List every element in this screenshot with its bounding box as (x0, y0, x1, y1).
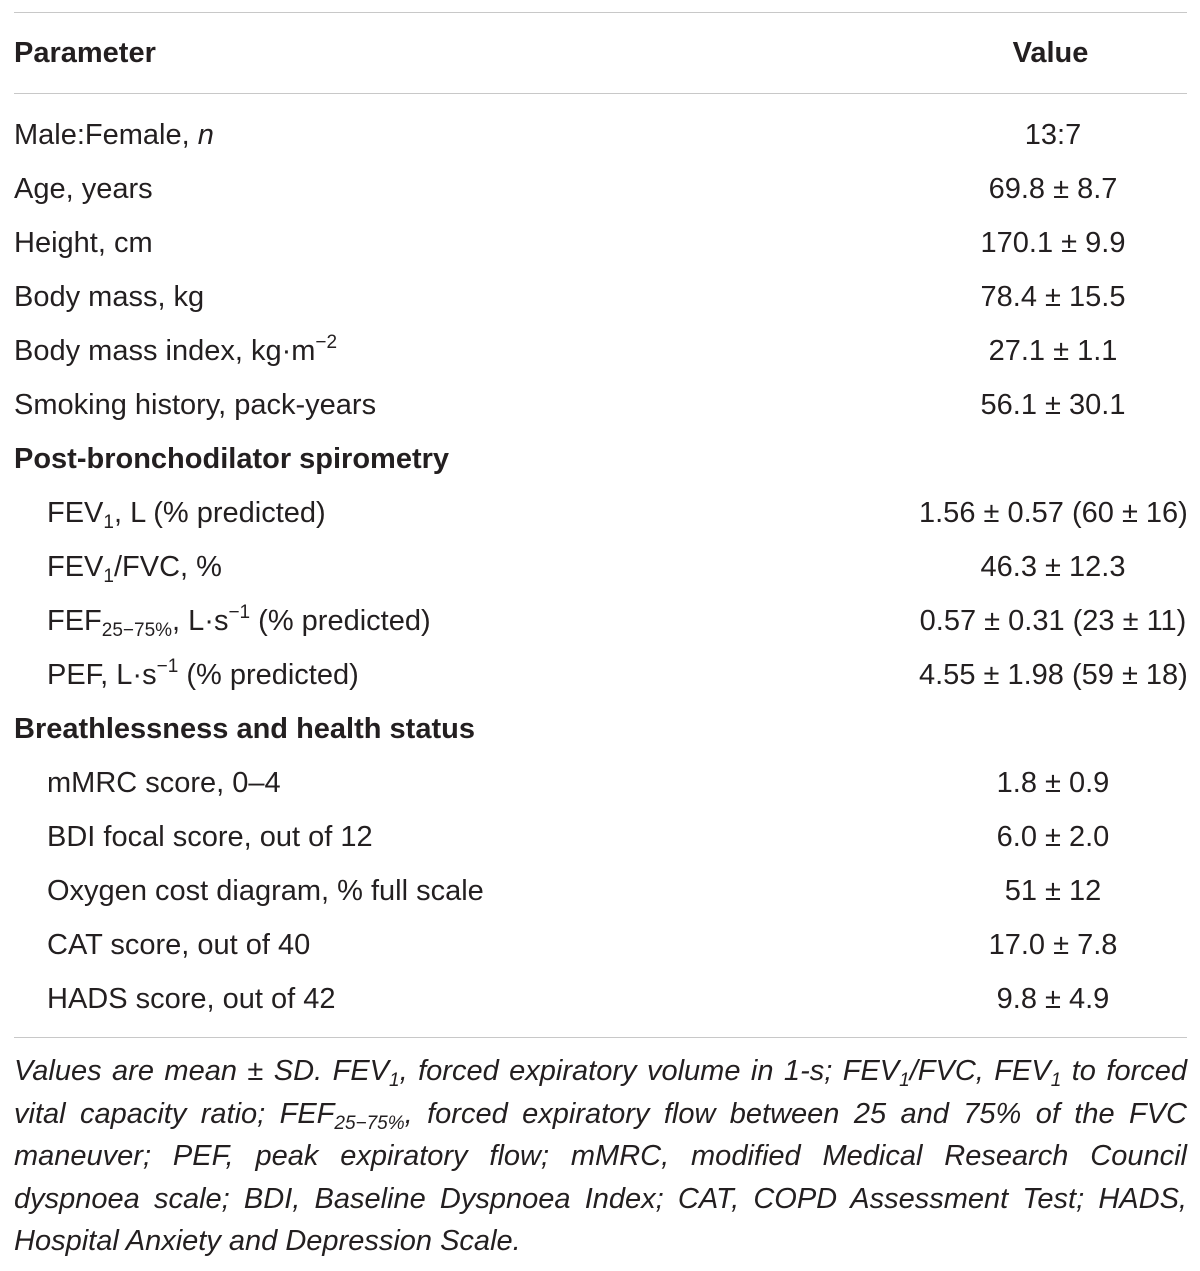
parameter-cell (14, 864, 814, 918)
value-cell: 56.1 ± 30.1 (980, 389, 1126, 421)
value-cell: 51 ± 12 (1004, 875, 1102, 907)
table-row (14, 216, 1187, 270)
parameter-pre: Body mass index, kg·m (14, 335, 316, 367)
parameter-cell (14, 756, 814, 810)
parameter-sup: −1 (228, 602, 251, 623)
table-row (14, 162, 1187, 216)
value-cell: 6.0 ± 2.0 (996, 821, 1110, 853)
parameter-cell (14, 648, 814, 702)
parameter-pre: Oxygen cost diagram, % full scale (47, 875, 484, 907)
table-row (14, 378, 1187, 432)
parameter-pre: Height, cm (14, 227, 153, 259)
parameter-pre: HADS score, out of 42 (47, 983, 336, 1015)
parameter-pre: Male:Female, (14, 119, 198, 151)
table-row (14, 972, 1187, 1026)
section-title: Breathlessness and health status (14, 713, 475, 745)
parameter-mid: , L·s (172, 605, 229, 637)
header-parameter: Parameter (14, 37, 156, 69)
table-row (14, 648, 1187, 702)
parameter-sub: 1 (103, 566, 114, 587)
table-row (14, 810, 1187, 864)
parameter-pre: FEF (47, 605, 102, 637)
value-cell: 46.3 ± 12.3 (980, 551, 1126, 583)
table-row (14, 324, 1187, 378)
parameter-cell (14, 594, 814, 648)
parameter-pre: CAT score, out of 40 (47, 929, 311, 961)
footnote-text: /FVC, FEV (909, 1055, 1051, 1087)
parameter-pre: Body mass, kg (14, 281, 205, 313)
table-row (14, 94, 1187, 162)
value-cell: 0.57 ± 0.31 (23 ± 11) (919, 605, 1187, 637)
table-body (14, 94, 1187, 1027)
section-header-row (14, 432, 1187, 486)
parameter-sup: −2 (315, 332, 338, 353)
parameter-post: (% predicted) (178, 659, 359, 691)
parameter-pre: Smoking history, pack-years (14, 389, 377, 421)
parameter-cell (14, 216, 814, 270)
header-row (14, 13, 1187, 94)
parameter-cell (14, 94, 814, 162)
footnote-subscript: 1 (899, 1070, 910, 1091)
data-table-container (14, 12, 1187, 1026)
parameter-pre: FEV (47, 551, 104, 583)
section-header-row (14, 702, 1187, 756)
table-row (14, 270, 1187, 324)
parameter-mid: , L (% predicted) (113, 497, 326, 529)
footnote-text: , forced expiratory flow between 25 and 75% of the FVC maneuver; PEF, peak expiratory flow; mMRC, modified Medical Research Council dyspnoea scale; BDI, Baseline Dyspnoea Index; CAT, COPD Assessment Test; HADS, Hospital Anxiety and Depression Scale. (14, 1097, 1187, 1257)
footnote-subscript: 1 (389, 1070, 400, 1091)
parameter-it: n (197, 119, 214, 151)
parameter-cell (14, 270, 814, 324)
parameter-cell (14, 972, 814, 1026)
data-table (14, 13, 1187, 1026)
footnote-text: , forced expiratory volume in 1-s; FEV (399, 1055, 900, 1087)
parameter-sup: −1 (156, 656, 179, 677)
parameter-cell (14, 810, 814, 864)
parameter-mid: /FVC, % (113, 551, 222, 583)
table-row (14, 864, 1187, 918)
table-row (14, 594, 1187, 648)
parameter-pre: PEF, L·s (47, 659, 157, 691)
value-cell: 27.1 ± 1.1 (988, 335, 1118, 367)
footnote-subscript: 25−75% (334, 1112, 405, 1134)
footnote-text: Values are mean ± SD. FEV (14, 1055, 390, 1087)
value-cell: 1.56 ± 0.57 (60 ± 16) (919, 497, 1188, 529)
value-cell: 4.55 ± 1.98 (59 ± 18) (919, 659, 1188, 691)
value-cell: 9.8 ± 4.9 (996, 983, 1110, 1015)
parameter-cell (14, 378, 814, 432)
table-row (14, 918, 1187, 972)
table-footnote (14, 1050, 1187, 1263)
parameter-cell (14, 486, 814, 540)
parameter-cell (14, 162, 814, 216)
parameter-pre: Age, years (14, 173, 153, 205)
footnote-subscript: 1 (1050, 1070, 1062, 1091)
table-row (14, 540, 1187, 594)
parameter-pre: BDI focal score, out of 12 (47, 821, 373, 853)
value-cell: 13:7 (1024, 119, 1082, 151)
parameter-pre: mMRC score, 0–4 (47, 767, 281, 799)
value-cell: 17.0 ± 7.8 (988, 929, 1118, 961)
value-cell: 170.1 ± 9.9 (980, 227, 1126, 259)
parameter-cell (14, 540, 814, 594)
value-cell: 69.8 ± 8.7 (988, 173, 1118, 205)
value-cell: 1.8 ± 0.9 (996, 767, 1110, 799)
table-row (14, 756, 1187, 810)
parameter-sub: 1 (103, 512, 114, 533)
footnote-text: to forced vital capacity ratio; FEF (14, 1055, 1187, 1130)
value-cell: 78.4 ± 15.5 (980, 281, 1126, 313)
parameter-pre: FEV (47, 497, 104, 529)
parameter-post: (% predicted) (250, 605, 431, 637)
section-title: Post-bronchodilator spirometry (14, 443, 450, 475)
table-row (14, 486, 1187, 540)
parameter-cell (14, 918, 814, 972)
bottom-rule (14, 1037, 1187, 1038)
header-value: Value (1012, 37, 1089, 69)
parameter-cell (14, 324, 814, 378)
parameter-sub: 25−75% (101, 620, 173, 641)
